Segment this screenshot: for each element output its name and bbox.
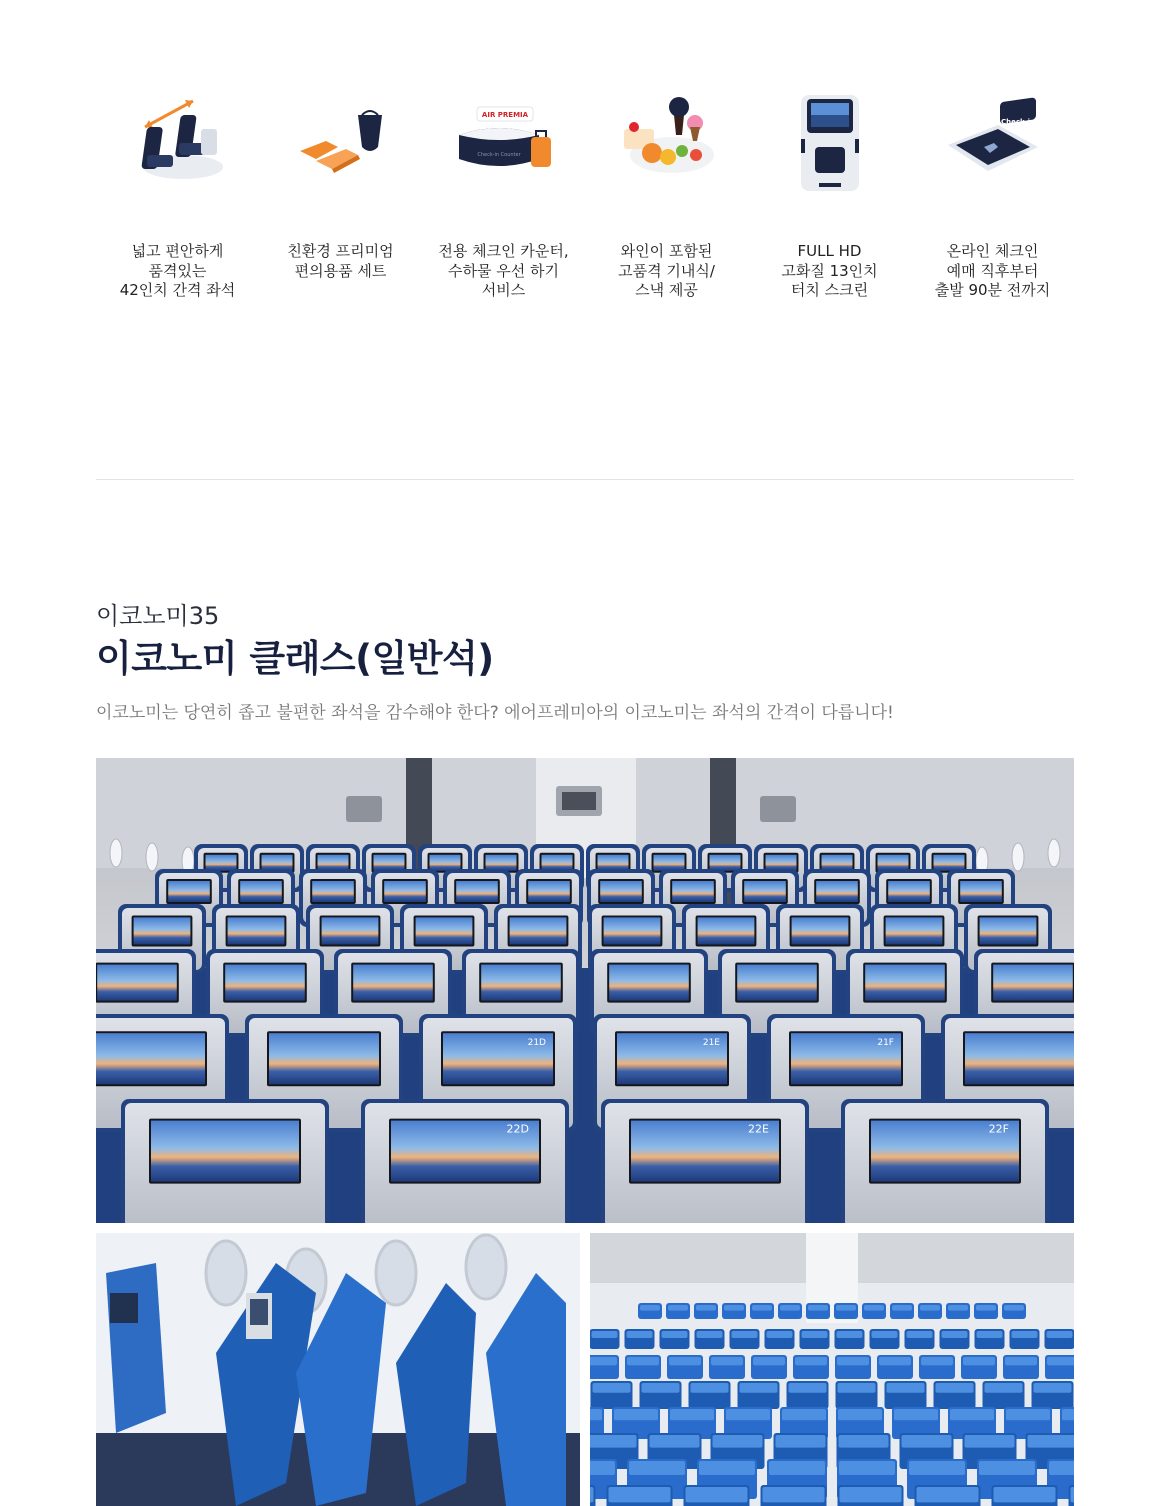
seat-back (841, 1099, 1049, 1223)
seat-back (601, 1099, 809, 1223)
cabin-photo-side (96, 1233, 580, 1506)
feature-label: 온라인 체크인 예매 직후부터 출발 90분 전까지 (934, 242, 1051, 299)
feature-touch-screen (748, 80, 911, 320)
feature-list (96, 80, 1074, 320)
counter-brand-text: AIR PREMIA (481, 111, 528, 119)
cabin-photo-rows (590, 1233, 1074, 1506)
feature-label: 친환경 프리미엄 편의용품 세트 (287, 242, 394, 280)
section-divider (96, 479, 1074, 480)
section-eyebrow: 이코노미35 (96, 602, 220, 630)
counter-sign-text: Check-in Counter (476, 152, 521, 158)
feature-label: FULL HD 고화질 13인치 터치 스크린 (781, 242, 878, 299)
seat-number-label: 21F (877, 1038, 894, 1049)
feature-checkin-counter (422, 80, 585, 320)
section-title: 이코노미 클래스(일반석) (96, 637, 494, 680)
seat-pitch-icon (118, 80, 238, 200)
feature-online-checkin (911, 80, 1074, 320)
seat-back (121, 1099, 329, 1223)
feature-label: 전용 체크인 카운터, 수하물 우선 하기 서비스 (438, 242, 569, 299)
section-description: 이코노미는 당연히 좁고 불편한 좌석을 감수해야 한다? 에어프레미아의 이코노미는 좌석의 간격이 다릅니다! (96, 703, 894, 723)
feature-label: 넓고 편안하게 품격있는 42인치 간격 좌석 (119, 242, 236, 299)
seat-number-label: 22D (506, 1122, 529, 1136)
touch-screen-icon (770, 80, 890, 200)
seat-back (361, 1099, 569, 1223)
checkin-badge-text: Check-in (1000, 118, 1035, 126)
online-checkin-icon (933, 80, 1053, 200)
feature-meal (585, 80, 748, 320)
meal-icon (607, 80, 727, 200)
seat-number-label: 22E (748, 1122, 769, 1136)
feature-amenity-kit (259, 80, 422, 320)
amenity-kit-icon (281, 80, 401, 200)
feature-seat-pitch (96, 80, 259, 320)
feature-label: 와인이 포함된 고품격 기내식/ 스낵 제공 (618, 242, 715, 299)
seat-number-label: 21D (527, 1038, 546, 1049)
seat-number-label: 22F (988, 1122, 1009, 1136)
seat-number-label: 21E (702, 1038, 720, 1049)
cabin-photo-main (96, 758, 1074, 1223)
checkin-counter-icon (444, 80, 564, 200)
